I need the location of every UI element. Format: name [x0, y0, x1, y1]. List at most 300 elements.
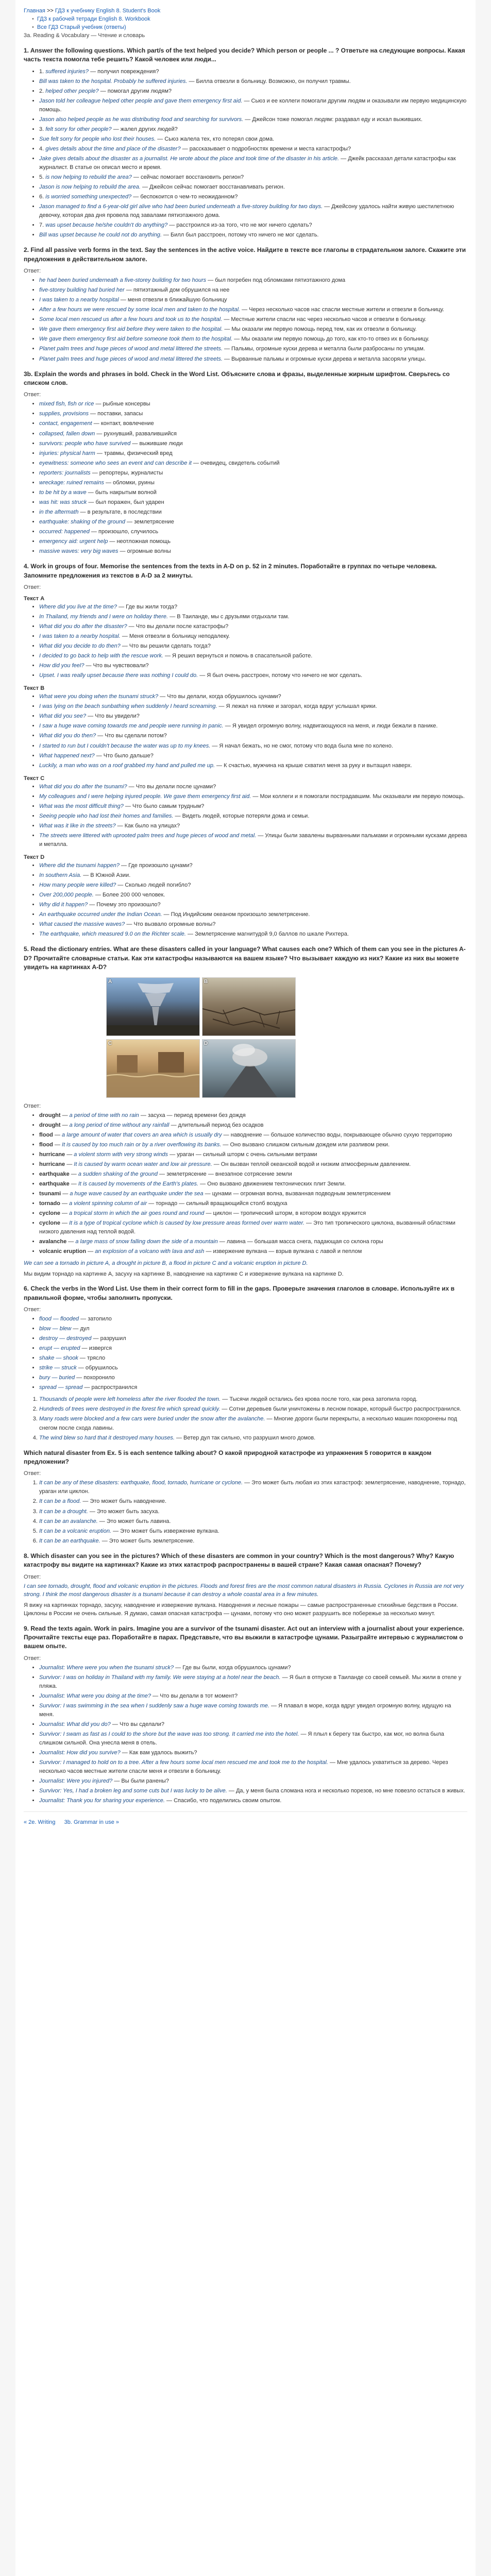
dictionary-entry: • tornado — a violent spinning column of air — торнадо — сильный вращающийся столб воздуха — [39, 1199, 467, 1208]
item-english: What did you see? — [39, 713, 87, 720]
list-item: 2. Hundreds of trees were destroyed in the forest fire which spread quickly. — Сотни деревьев были уничтожены в лесном пожаре, который быстро распространился. — [39, 1405, 467, 1414]
entry-definition: a period of time with no rain — [69, 1112, 139, 1118]
list-item: • What was it like in the streets? — Как было на улицах? — [39, 822, 467, 831]
list-item: • Why did it happen? — Почему это произошло? — [39, 901, 467, 909]
photo-caption-a: A — [108, 978, 112, 985]
exercise-5-title-ru: Прочитайте словарные статьи. Как эти катастрофы называются на вашем языке? Что вызывает каждую из них? Какие из них вы можете увидеть на картинках А-D? — [24, 954, 459, 971]
item-russian: распространился — [91, 1384, 138, 1391]
item-russian: неотложная помощь — [116, 538, 171, 545]
exercise-9-title — [24, 1624, 467, 1651]
item-english: Journalist: What were you doing at the time? — [39, 1692, 151, 1699]
item-english: Jason is now helping to rebuild the area. — [39, 184, 141, 191]
pictures-note-ru: Мы видим торнадо на картинке А, засуху на картинке В, наводнение на картинке С и извержение вулкана на картинке D. — [24, 1270, 344, 1277]
item-english: It can be an earthquake. — [39, 1537, 100, 1544]
item-russian: Джейсон сейчас помогает восстанавливать регион. — [149, 184, 285, 191]
item-english: It can be a volcanic eruption. — [39, 1528, 112, 1534]
entry-definition: a violent storm with very strong winds — [74, 1151, 168, 1158]
list-item: • Upset. I was really upset because there was nothing I could do. — Я был очень расстроен, потому что ничего не мог сделать. — [39, 671, 467, 680]
list-item: • The earthquake, which measured 9.0 on the Richter scale. — Землетрясение магнитудой 9,0 баллов по шкале Рихтера. — [39, 930, 467, 939]
text-c-list — [24, 783, 467, 849]
item-english: Journalist: Were you injured? — [39, 1778, 113, 1785]
photo-caption-d: D — [204, 1040, 208, 1046]
dictionary-entry: • tsunami — a huge wave caused by an earthquake under the sea — цунами — огромная волна, вызванная подводным землетрясением — [39, 1190, 467, 1198]
item-russian: Мы оказали им первую помощь перед тем, как их отвезли в больницу. — [231, 326, 417, 333]
item-russian: Джейк рассказал детали катастрофы как журналист. В статье он описал место и время. — [39, 155, 456, 171]
list-item: 4. The wind blew so hard that it destroyed many houses. — Ветер дул так сильно, что разрушил много домов. — [39, 1434, 467, 1443]
item-english: bury — buried — [39, 1375, 75, 1381]
item-english: is worried something unexpected? — [45, 194, 132, 200]
exercise-2-list — [24, 276, 467, 363]
item-english: supplies, provisions — [39, 411, 89, 417]
exercise-7 — [24, 1449, 467, 1546]
item-english: An earthquake occurred under the Indian Ocean. — [39, 911, 162, 918]
dictionary-entry: • earthquake — a sudden shaking of the ground — землетрясение — внезапное сотрясение земли — [39, 1170, 467, 1179]
list-item: • emergency aid: urgent help — неотложная помощь — [39, 537, 467, 546]
dictionary-entry: • earthquake — It is caused by movements of the Earth's plates. — Оно вызвано движением тектонических плит Земли. — [39, 1180, 467, 1189]
entry-word: hurricane — [39, 1161, 65, 1167]
photo-caption-b: B — [204, 978, 208, 985]
list-item: • Jason managed to find a 6-year-old girl alive who had been buried underneath a five-storey building for two days. — Джейсону удалось найти живую шестилетнюю девочку, которая два дня провела под завалами пятиэтажного дома. — [39, 202, 467, 220]
item-russian: Это может быть наводнение. — [90, 1498, 167, 1505]
prev-page-link[interactable]: « 2e. Writing — [24, 1819, 56, 1826]
item-russian: Это может быть любая из этих катастроф: землетрясение, наводнение, торнадо, ураган или циклон. — [39, 1480, 466, 1495]
item-russian: Это может быть извержение вулкана. — [120, 1528, 219, 1534]
entry-russian: Оно вызвано слишком сильным дождем или разливом реки. — [230, 1141, 390, 1148]
list-item: • Survivor: I was on holiday in Thailand with my family. We were staying at a hotel near the beach. — Я был в отпуске в Таиланде со своей семьей. Мы жили в отеле у пляжа. — [39, 1673, 467, 1691]
list-item: • Sue felt sorry for people who lost their houses. — Сьюз жалела тех, кто потерял свои дома. — [39, 135, 467, 144]
item-russian: дул — [80, 1326, 90, 1332]
item-english: Many roads were blocked and a few cars were buried under the snow after the avalanche. — [39, 1416, 265, 1422]
list-item: • Where did the tsunami happen? — Где произошло цунами? — [39, 861, 467, 870]
item-russian: контакт, вовлечение — [100, 420, 154, 427]
item-english: Hundreds of trees were destroyed in the forest fire which spread quickly. — [39, 1406, 221, 1413]
item-russian: произошло, случилось — [98, 528, 159, 535]
item-russian: Как было на улицах? — [124, 822, 180, 829]
item-russian: Видеть людей, которые потеряли дома и семьи. — [182, 812, 310, 819]
list-item: • Journalist: Thank you for sharing your experience. — Спасибо, что поделились своим опытом. — [39, 1797, 467, 1805]
item-english: emergency aid: urgent help — [39, 538, 108, 545]
exercise-5-title — [24, 945, 467, 972]
list-item: 1. Thousands of people were left homeless after the river flooded the town. — Тысячи людей остались без крова после того, как река затопила город. — [39, 1395, 467, 1404]
item-english: In southern Asia. — [39, 872, 82, 879]
item-english: was hit: was struck — [39, 499, 87, 505]
item-english: I started to run but I couldn't because the water was up to my knees. — [39, 742, 211, 749]
list-item: • 5. is now helping to rebuild the area? — сейчас помогает восстановить регион? — [39, 173, 467, 182]
item-russian: расстроился из-за того, что не мог ничего сделать? — [176, 222, 312, 229]
item-english: The wind blew so hard that it destroyed many houses. — [39, 1434, 175, 1441]
old-book-link[interactable]: Все ГДЗ Старый учебник (ответы) — [37, 24, 126, 30]
entry-word: avalanche — [39, 1239, 67, 1245]
item-english: is now helping to rebuild the area? — [45, 174, 132, 181]
item-english: injuries: physical harm — [39, 450, 95, 456]
item-russian: Улицы были завалены вырванными пальмами и огромными кусками дерева и металла. — [39, 832, 467, 848]
item-russian: Это может быть засуха. — [96, 1508, 160, 1515]
exercise-8 — [24, 1552, 467, 1618]
interview-dialogue — [24, 1664, 467, 1806]
answer-label: Ответ: — [24, 1573, 41, 1580]
item-russian: Что было дальше? — [103, 752, 154, 759]
item-english: Jason managed to find a 6-year-old girl alive who had been buried underneath a five-storey building for two days. — [39, 204, 323, 210]
answer-label: Ответ: — [24, 392, 41, 398]
exercise-8-answer-en-text: I can see tornado, drought, flood and volcanic eruption in the pictures. Floods and forest fires are the most common natural disasters in Russia. Cyclones in Russia are not very strong. I think the most dangerous disaster is a tsunami because it can destroy a whole coastal area in a few minutes. — [24, 1583, 464, 1598]
list-item: • What was the most difficult thing? — Что было самым трудным? — [39, 802, 467, 811]
list-item: • 4. gives details about the time and place of the disaster? — рассказывает о подробностях времени и места катастрофы? — [39, 145, 467, 154]
item-english: I saw a huge wave coming towards me and people were running in panic. — [39, 723, 224, 730]
page — [15, 0, 476, 2576]
list-item: • strike — struck — обрушилось — [39, 1364, 467, 1372]
answer-label: Ответ: — [24, 1103, 41, 1109]
item-english: Over 200,000 people. — [39, 892, 94, 899]
item-english: spread — spread — [39, 1384, 83, 1391]
item-english: Jason told her colleague helped other people and gave them emergency first aid. — [39, 97, 243, 104]
item-english: five-storey building had buried her — [39, 287, 125, 294]
list-item: • In Thailand, my friends and I were on holiday there. — В Таиланде, мы с друзьями отдыхали там. — [39, 613, 467, 621]
list-item: • How did you feel? — Что вы чувствовали? — [39, 662, 467, 670]
entry-word: cyclone — [39, 1220, 60, 1227]
entry-word: tornado — [39, 1200, 60, 1207]
entry-word: volcanic eruption — [39, 1248, 87, 1255]
list-item: • shake — shook — трясло — [39, 1354, 467, 1363]
item-english: occurred: happened — [39, 528, 90, 535]
exercise-1-list — [24, 67, 467, 240]
list-item: • Jason told her colleague helped other people and gave them emergency first aid. — Сьюз и ее коллеги помогали другим людям и оказывали им первую медицинскую помощь. — [39, 97, 467, 114]
exercise-1-title — [24, 46, 467, 64]
item-english: Bill was taken to the hospital. Probably he suffered injuries. — [39, 78, 188, 84]
list-item: • collapsed, fallen down — рухнувший, развалившийся — [39, 430, 467, 438]
list-item: • What did you do after the disaster? — Что вы делали после катастрофы? — [39, 622, 467, 631]
entry-word: earthquake — [39, 1171, 70, 1177]
answer-label: Ответ: — [24, 1655, 41, 1662]
exercise-6-title-en: 6. Check the verbs in the Word List. Use them in their correct form to fill in the gaps. — [24, 1285, 271, 1293]
item-russian: Многие дороги были перекрыты, а несколько машин похоронены под снегом после схода лавины. — [39, 1416, 458, 1431]
list-item: • survivors: people who have survived — выжившие люди — [39, 439, 467, 448]
exercise-2-title-en: 2. Find all passive verb forms in the text. Say the sentences in the active voice. — [24, 246, 256, 254]
exercise-7-title-en: Which natural disaster from Ex. 5 is each sentence talking about? — [24, 1449, 217, 1456]
item-russian: поставки, запасы — [97, 411, 143, 417]
entry-definition: It is caused by too much rain or by a river overflowing its banks. — [62, 1141, 222, 1148]
item-russian: выжившие люди — [139, 440, 183, 447]
list-item: • 2. helped other people? — помогал другим людям? — [39, 87, 467, 96]
item-russian: Что вы делали в тот момент? — [160, 1692, 238, 1699]
list-item: • I decided to go back to help with the rescue work. — Я решил вернуться и помочь в спасательной работе. — [39, 652, 467, 660]
list-item: • Jake gives details about the disaster as a journalist. He wrote about the place and took time of the disaster in his article. — Джейк рассказал детали катастрофы как журналист. В статье он описал место и время. — [39, 155, 467, 172]
list-item: • Bill was taken to the hospital. Probably he suffered injuries. — Билла отвезли в больницу. Возможно, он получил травмы. — [39, 77, 467, 86]
item-russian: Почему это произошло? — [96, 902, 161, 908]
item-russian: Мне удалось ухватиться за дерево. Через несколько часов местные жители спасли меня и отвезли в больницу. — [39, 1759, 448, 1775]
item-english: The earthquake, which measured 9.0 on the Richter scale. — [39, 931, 186, 938]
item-russian: быть накрытым волной — [95, 489, 157, 496]
entry-word: flood — [39, 1141, 53, 1148]
page-nav — [24, 1819, 467, 1825]
item-number: 5. — [39, 174, 44, 181]
item-english: contact, engagement — [39, 420, 92, 427]
entry-definition: It is a type of tropical cyclone which is caused by low pressure areas formed over warm water. — [69, 1220, 304, 1227]
list-item: • wreckage: ruined remains — обломки, руины — [39, 479, 467, 487]
photo-volcano — [202, 1039, 296, 1098]
item-english: to be hit by a wave — [39, 489, 87, 496]
entry-definition: It is caused by movements of the Earth's plates. — [78, 1180, 199, 1187]
entry-russian: Оно вызвано движением тектонических плит Земли. — [207, 1180, 346, 1187]
item-english: survivors: people who have survived — [39, 440, 131, 447]
item-english: Journalist: Thank you for sharing your experience. — [39, 1798, 165, 1804]
item-english: We gave them emergency first aid before they were taken to the hospital. — [39, 326, 223, 333]
item-english: Thousands of people were left homeless after the river flooded the town. — [39, 1396, 221, 1403]
item-russian: Спасибо, что поделились своим опытом. — [174, 1798, 282, 1804]
item-english: I was lying on the beach sunbathing when suddenly I heard screaming. — [39, 703, 217, 710]
list-item: • 1. suffered injuries? — получил повреждения? — [39, 67, 467, 76]
item-english: Planet palm trees and huge pieces of wood and metal littered the streets. — [39, 355, 223, 362]
related-link-item — [32, 24, 467, 32]
item-russian: обломки, руины — [113, 479, 155, 486]
item-number: 2. — [39, 88, 44, 94]
list-item: • mixed fish, fish or rice — рыбные консервы — [39, 400, 467, 409]
exercise-1 — [24, 46, 467, 240]
entry-definition: a large mass of snow falling down the side of a mountain — [75, 1239, 218, 1245]
list-item: • spread — spread — распространился — [39, 1383, 467, 1392]
item-english: erupt — erupted — [39, 1345, 80, 1352]
item-russian: получил повреждения? — [97, 68, 159, 75]
photo-flood — [106, 1039, 200, 1098]
list-item: • My colleagues and I were helping injured people. We gave them emergency first aid. — Мои коллеги и я помогали пострадавшим. Мы оказывали им первую помощь. — [39, 792, 467, 801]
item-english: Survivor: I was swimming in the sea when I suddenly saw a huge wave coming towards me. — [39, 1702, 269, 1709]
item-english: Some local men rescued us after a few hours and took us to the hospital. — [39, 316, 223, 323]
item-number: 7. — [39, 222, 44, 229]
entry-russian: засуха — период времени без дождя — [147, 1112, 246, 1118]
exercise-2 — [24, 246, 467, 363]
entry-definition: a sudden shaking of the ground — [78, 1171, 158, 1177]
item-english: he had been buried underneath a five-storey building for two hours — [39, 277, 207, 284]
list-item: • in the aftermath — в результате, в последствии — [39, 508, 467, 517]
entry-definition: a huge wave caused by an earthquake under the sea — [70, 1190, 204, 1197]
list-item: 6. It can be an earthquake. — Это может быть землетрясение. — [39, 1537, 467, 1546]
item-russian: меня отвезли в ближайшую больницу — [127, 297, 227, 303]
item-english: strike — struck — [39, 1365, 77, 1371]
text-d-list — [24, 861, 467, 939]
list-item: • In southern Asia. — В Южной Азии. — [39, 871, 467, 880]
list-item: • bury — buried — похоронило — [39, 1374, 467, 1382]
item-english: What caused the massive waves? — [39, 921, 125, 928]
list-item: • eyewitness: someone who sees an event and can describe it — очевидец, свидетель событий — [39, 459, 467, 468]
item-russian: Что вы сделали потом? — [105, 733, 167, 739]
entry-russian: торнадо — сильный вращающийся столб воздуха — [156, 1200, 287, 1207]
header-nav — [24, 7, 467, 40]
item-russian: пятиэтажный дом обрушился на нее — [133, 287, 230, 294]
item-russian: в результате, в последствии — [87, 509, 162, 515]
item-russian: Я решил вернуться и помочь в спасательной работе. — [172, 653, 313, 659]
item-english: flood — flooded — [39, 1316, 79, 1322]
answer-label: Ответ: — [24, 268, 41, 275]
item-russian: Джейсон тоже помогал людям: раздавал еду и искал выживших. — [252, 116, 423, 123]
item-russian: Где вы были, когда обрушилось цунами? — [182, 1664, 291, 1671]
item-russian: Сьюз жалела тех, кто потерял свои дома. — [164, 135, 275, 142]
list-item: • supplies, provisions — поставки, запасы — [39, 410, 467, 418]
entry-word: drought — [39, 1122, 61, 1128]
item-russian: Что вы сделали? — [119, 1721, 165, 1727]
list-item: • injuries: physical harm — травмы, физический вред — [39, 449, 467, 458]
item-english: destroy — destroyed — [39, 1335, 92, 1342]
dictionary-entry: • drought — a long period of time without any rainfall — длительный период без осадков — [39, 1121, 467, 1130]
item-russian: разрушил — [100, 1335, 126, 1342]
item-english: eyewitness: someone who sees an event and can describe it — [39, 460, 192, 466]
entry-word: tsunami — [39, 1190, 61, 1197]
list-item: • After a few hours we were rescued by some local men and taken to the hospital. — Через несколько часов нас спасли местные жители и отвезли в больницу. — [39, 306, 467, 314]
item-english: Journalist: How did you survive? — [39, 1750, 121, 1756]
volcano-illustration — [202, 1040, 295, 1097]
item-russian: землетрясение — [134, 518, 174, 525]
list-item: 2. It can be a flood. — Это может быть наводнение. — [39, 1497, 467, 1506]
exercise-3-title-en: 3b. Explain the words and phrases in bold. Check in the Word List. — [24, 370, 219, 378]
list-item: • I was lying on the beach sunbathing when suddenly I heard screaming. — Я лежал на пляже и загорал, когда вдруг услышал крики. — [39, 702, 467, 711]
list-item: • What caused the massive waves? — Что вызвало огромные волны? — [39, 920, 467, 929]
exercise-6-title-ru: Проверьте значения глаголов в словаре. Используйте их в правильной форме, чтобы заполнить пропуски. — [24, 1285, 455, 1301]
list-item: • Luckily, a man who was on a roof grabbed my hand and pulled me up. — К счастью, мужчина на крыше схватил меня за руку и вытащил наверх. — [39, 761, 467, 770]
exercise-1-title-en: 1. Answer the following questions. Which part/s of the text helped you decide? Which person or people ... ? — [24, 46, 340, 54]
item-english: My colleagues and I were helping injured people. We gave them emergency first aid. — [39, 793, 251, 800]
entry-russian: землетрясение — внезапное сотрясение земли — [166, 1171, 292, 1177]
list-item: • Where did you live at the time? — Где вы жили тогда? — [39, 603, 467, 612]
item-russian: Пальмы, огромные куски дерева и металла были разбросаны по улицам. — [231, 346, 425, 352]
item-english: massive waves: very big waves — [39, 548, 118, 555]
item-english: How many people were killed? — [39, 882, 116, 889]
exercise-4 — [24, 562, 467, 939]
item-english: Survivor: I managed to hold on to a tree. After a few hours some local men rescued me and took me to the hospital. — [39, 1759, 328, 1766]
answer-label: Ответ: — [24, 1470, 41, 1477]
photo-drought — [202, 977, 296, 1036]
item-russian: Что вы делали после цунами? — [136, 783, 216, 790]
item-number: 6. — [39, 194, 44, 200]
item-english: helped other people? — [45, 88, 99, 94]
item-english: How did you feel? — [39, 663, 84, 669]
list-item: • 6. is worried something unexpected? — беспокоится о чем-то неожиданном? — [39, 193, 467, 201]
item-english: mixed fish, fish or rice — [39, 401, 94, 408]
item-russian: Где произошло цунами? — [128, 862, 193, 869]
item-english: It can be a drought. — [39, 1508, 88, 1515]
exercise-3-title-ru: Объясните слова и фразы, выделенные жирным шрифтом. Сверьтесь со списком слов. — [24, 370, 450, 386]
list-item: • Bill was upset because he could not do anything. — Билл был расстроен, потому что ничего не мог сделать. — [39, 231, 467, 240]
item-english: What were you doing when the tsunami struck? — [39, 693, 159, 700]
item-english: wreckage: ruined remains — [39, 479, 104, 486]
item-russian: рухнувший, развалившийся — [104, 430, 177, 437]
entry-definition: a tropical storm in which the air goes round and round — [69, 1210, 205, 1216]
item-russian: Вырванные пальмы и огромные куски дерева и металла засоряли улицы. — [231, 355, 427, 362]
list-item: • What did you decide to do then? — Что вы решили сделать тогда? — [39, 642, 467, 651]
item-english: Seeing people who had lost their homes and families. — [39, 812, 174, 819]
pictures-note-en — [24, 1259, 467, 1268]
dictionary-entry: • drought — a period of time with no rain — засуха — период времени без дождя — [39, 1111, 467, 1120]
item-english: Jake gives details about the disaster as a journalist. He wrote about the place and took time of the disaster in his article. — [39, 155, 340, 162]
item-english: Survivor: Yes, I had a broken leg and some cuts but I was lucky to be alive. — [39, 1788, 227, 1794]
exercise-7-list — [24, 1479, 467, 1545]
entry-russian: циклон — тропический шторм, в котором воздух кружится — [213, 1210, 366, 1216]
entry-russian: Это тип тропического циклона, вызванный областями низкого давления над теплой водой. — [39, 1220, 455, 1235]
disaster-photos — [106, 977, 467, 1098]
breadcrumb — [24, 7, 467, 15]
item-english: Where did the tsunami happen? — [39, 862, 120, 869]
exercise-3-list — [24, 400, 467, 556]
item-english: Where did you live at the time? — [39, 603, 117, 610]
list-item: • blow — blew — дул — [39, 1325, 467, 1333]
next-page-link[interactable]: 3b. Grammar in use » — [64, 1819, 119, 1826]
item-russian: Что вы делали, когда обрушилось цунами? — [167, 693, 281, 700]
item-russian: Сьюз и ее коллеги помогали другим людям и оказывали им первую медицинскую помощь. — [39, 97, 467, 113]
item-english: collapsed, fallen down — [39, 430, 95, 437]
item-russian: Билл был расстроен, потому что ничего не мог сделать. — [171, 232, 319, 239]
item-russian: Что вы делали после катастрофы? — [136, 623, 229, 630]
list-item: • Jason is now helping to rebuild the area. — Джейсон сейчас помогает восстанавливать регион. — [39, 183, 467, 192]
item-russian: Что вы решили сделать тогда? — [129, 643, 211, 650]
list-item: • Journalist: Were you injured? — Вы были ранены? — [39, 1777, 467, 1786]
list-item: 4. It can be an avalanche. — Это может быть лавина. — [39, 1517, 467, 1526]
related-links — [24, 15, 467, 32]
list-item: • I was taken to a nearby hospital — меня отвезли в ближайшую больницу — [39, 296, 467, 304]
item-english: What did you do then? — [39, 733, 96, 739]
exercise-2-title — [24, 246, 467, 264]
item-english: What did you do after the disaster? — [39, 623, 127, 630]
list-item: 1. It can be any of these disasters: earthquake, flood, tornado, hurricane or cyclone. — Это может быть любая из этих катастроф: землетрясение, наводнение, торнадо, ураган или циклон. — [39, 1479, 467, 1496]
list-item: • Survivor: I swam as fast as I could to the shore but the wave was too strong. It carried me into the hotel. — Я плыл к берегу так быстро, как мог, но волна была слишком сильной. Она унесла меня в отель. — [39, 1730, 467, 1748]
list-item: • Over 200,000 people. — Более 200 000 человек. — [39, 891, 467, 900]
item-english: It can be a flood. — [39, 1498, 81, 1505]
workbook-link[interactable]: ГДЗ к рабочей тетради English 8. Workbook — [37, 15, 150, 22]
list-item: • reporters: journalists — репортеры, журналисты — [39, 469, 467, 478]
entry-definition: a large amount of water that covers an area which is usually dry — [62, 1131, 222, 1138]
item-russian: Я плавал в море, когда вдруг увидел огромную волну, идущую на меня. — [39, 1702, 451, 1718]
breadcrumb-home-link[interactable]: Главная — [24, 8, 45, 14]
list-item: • contact, engagement — контакт, вовлечение — [39, 419, 467, 428]
item-english: I decided to go back to help with the rescue work. — [39, 653, 163, 659]
exercise-9 — [24, 1624, 467, 1806]
list-item: • I started to run but I couldn't because the water was up to my knees. — Я начал бежать, но не смог, потому что вода была мне по колено. — [39, 742, 467, 751]
exercise-4-title-ru: Поработайте в группах по четыре человека. Запомните предложения из текстов в А-D за 2 минуты. — [24, 563, 437, 579]
item-russian: жалел других людей? — [120, 126, 178, 132]
list-item: • We gave them emergency first aid before someone took them to the hospital. — Мы оказали им первую помощь до того, как кто-то отвез их в больницу. — [39, 335, 467, 344]
list-item: • Journalist: What did you do? — Что вы сделали? — [39, 1720, 467, 1729]
entry-russian: лавина — большая масса снега, падающая со склона горы — [226, 1239, 383, 1245]
list-item: • Journalist: What were you doing at the time? — Что вы делали в тот момент? — [39, 1692, 467, 1701]
item-english: Upset. I was really upset because there was nothing I could do. — [39, 672, 198, 679]
list-item: • What were you doing when the tsunami struck? — Что вы делали, когда обрушилось цунами? — [39, 692, 467, 701]
list-item: • 7. was upset because he/she couldn't do anything? — расстроился из-за того, что не мог ничего сделать? — [39, 221, 467, 230]
text-a-list — [24, 603, 467, 680]
item-number: 4. — [39, 145, 44, 152]
photo-caption-c: C — [108, 1040, 112, 1046]
entry-russian: ураган — сильный шторм с очень сильными ветрами — [177, 1151, 317, 1158]
list-item: • destroy — destroyed — разрушил — [39, 1334, 467, 1343]
entry-word: flood — [39, 1131, 53, 1138]
item-english: Bill was upset because he could not do anything. — [39, 232, 162, 239]
entry-russian: извержение вулкана — взрыв вулкана с лавой и пеплом — [213, 1248, 362, 1255]
item-english: What was the most difficult thing? — [39, 803, 124, 809]
item-russian: Я был в отпуске в Таиланде со своей семьей. Мы жили в отеле у пляжа. — [39, 1674, 462, 1689]
item-russian: Что вы чувствовали? — [93, 663, 149, 669]
list-item: 3. It can be a drought. — Это может быть засуха. — [39, 1507, 467, 1516]
exercise-8-answer-en — [24, 1582, 467, 1599]
item-russian: Мои коллеги и я помогали пострадавшим. Мы оказывали им первую помощь. — [260, 793, 465, 800]
item-russian: очевидец, свидетель событий — [200, 460, 280, 466]
list-item: • Jason also helped people as he was distributing food and searching for survivors. — Джейсон тоже помогал людям: раздавал еду и искал выживших. — [39, 115, 467, 124]
item-english: Luckily, a man who was on a roof grabbed my hand and pulled me up. — [39, 762, 215, 769]
list-item: • flood — flooded — затопило — [39, 1315, 467, 1324]
item-english: In Thailand, my friends and I were on holiday there. — [39, 613, 168, 620]
item-english: Survivor: I was on holiday in Thailand with my family. We were staying at a hotel near the beach. — [39, 1674, 281, 1681]
item-english: blow — blew — [39, 1326, 72, 1332]
item-english: felt sorry for other people? — [45, 126, 112, 132]
item-english: earthquake: shaking of the ground — [39, 518, 125, 525]
item-english: Journalist: Where were you when the tsunami struck? — [39, 1664, 174, 1671]
list-item: 5. It can be a volcanic eruption. — Это может быть извержение вулкана. — [39, 1527, 467, 1536]
breadcrumb-book-link[interactable]: ГДЗ к учебнику English 8. Student's Book — [55, 8, 161, 14]
drought-illustration — [202, 978, 295, 1036]
